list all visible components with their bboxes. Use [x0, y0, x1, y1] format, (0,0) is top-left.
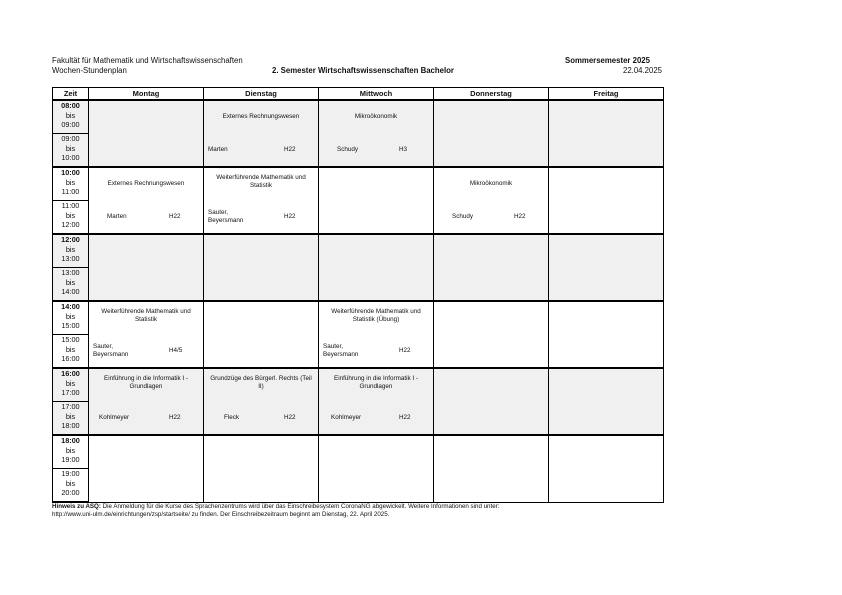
slot-fri-18 — [549, 435, 664, 502]
slot-fri-10 — [549, 167, 664, 234]
course-block[interactable] — [434, 168, 548, 233]
time-slot: 14:00 bis 15:00 — [53, 301, 89, 335]
slot-tue-16 — [204, 368, 319, 435]
asq-notice — [52, 503, 499, 519]
col-header-tuesday: Dienstag — [204, 88, 319, 101]
course-lecturer: Kohlmeyer — [331, 414, 362, 421]
course-title: Externes Rechnungswesen — [222, 113, 300, 120]
semester-label: Sommersemester 2025 — [565, 56, 650, 65]
time-slot: 13:00 bis 14:00 — [53, 268, 89, 302]
course-lecturer: Sauter, Beyersmann — [93, 343, 129, 358]
time-slot: 10:00 bis 11:00 — [53, 167, 89, 201]
col-header-friday: Freitag — [549, 88, 664, 101]
col-header-time: Zeit — [53, 88, 89, 101]
slot-mon-16 — [89, 368, 204, 435]
course-title: Mikroökonomik — [354, 113, 398, 120]
course-room: H22 — [514, 213, 526, 220]
course-lecturer: Sauter, Beyersmann — [323, 343, 359, 358]
slot-tue-08 — [204, 100, 319, 167]
slot-tue-12 — [204, 234, 319, 301]
time-slot: 09:00 bis 10:00 — [53, 134, 89, 168]
course-title: Externes Rechnungswesen — [107, 180, 185, 187]
slot-thu-10 — [434, 167, 549, 234]
slot-tue-18 — [204, 435, 319, 502]
course-room: H4/5 — [169, 347, 183, 354]
course-room: H22 — [169, 414, 181, 421]
slot-thu-14 — [434, 301, 549, 368]
slot-thu-18 — [434, 435, 549, 502]
time-slot: 18:00 bis 19:00 — [53, 435, 89, 469]
slot-mon-10 — [89, 167, 204, 234]
col-header-wednesday: Mittwoch — [319, 88, 434, 101]
course-title: Einführung in die Informatik I - Grundlagen — [334, 375, 418, 390]
table-row — [53, 435, 664, 469]
course-block[interactable] — [204, 101, 318, 166]
slot-wed-12 — [319, 234, 434, 301]
course-room: H22 — [399, 414, 411, 421]
course-lecturer: Sauter, Beyersmann — [208, 209, 244, 224]
time-slot: 17:00 bis 18:00 — [53, 402, 89, 436]
slot-thu-16 — [434, 368, 549, 435]
course-block[interactable] — [204, 168, 318, 233]
course-lecturer: Kohlmeyer — [99, 414, 130, 421]
course-title: Einführung in die Informatik I - Grundlagen — [104, 375, 188, 390]
slot-thu-08 — [434, 100, 549, 167]
slot-wed-18 — [319, 435, 434, 502]
table-row — [53, 368, 664, 402]
col-header-monday: Montag — [89, 88, 204, 101]
course-room: H22 — [284, 146, 296, 153]
time-slot: 08:00 bis 09:00 — [53, 100, 89, 134]
document-type: Wochen-Stundenplan — [52, 66, 127, 75]
slot-thu-12 — [434, 234, 549, 301]
timetable — [52, 87, 664, 503]
course-block[interactable] — [89, 168, 203, 233]
course-lecturer: Schudy — [337, 146, 359, 153]
course-block[interactable] — [204, 369, 318, 434]
slot-mon-14 — [89, 301, 204, 368]
slot-wed-16 — [319, 368, 434, 435]
slot-tue-10 — [204, 167, 319, 234]
course-lecturer: Fleck — [224, 414, 240, 421]
course-title: Grundzüge des Bürgerl. Rechts (Teil II) — [210, 375, 312, 390]
time-slot: 16:00 bis 17:00 — [53, 368, 89, 402]
course-title: Mikroökonomik — [469, 180, 513, 187]
header-row — [53, 88, 664, 101]
course-lecturer: Schudy — [452, 213, 474, 220]
course-room: H22 — [284, 213, 296, 220]
course-block[interactable] — [319, 369, 433, 434]
course-title: Weiterführende Mathematik und Statistik — [216, 174, 306, 189]
time-slot: 12:00 bis 13:00 — [53, 234, 89, 268]
course-title: Weiterführende Mathematik und Statistik (Übung) — [331, 308, 421, 323]
notice-text-line2: http://www.uni-ulm.de/einrichtungen/zsp/startseite/ zu finden. Der Einschreibezeitraum beginnt am Dienstag, 22. April 2025. — [52, 511, 390, 519]
slot-fri-16 — [549, 368, 664, 435]
slot-mon-12 — [89, 234, 204, 301]
table-row — [53, 100, 664, 134]
course-room: H22 — [399, 347, 411, 354]
table-row — [53, 234, 664, 268]
col-header-thursday: Donnerstag — [434, 88, 549, 101]
time-slot: 19:00 bis 20:00 — [53, 469, 89, 503]
program-title: 2. Semester Wirtschaftswissenschaften Bachelor — [272, 66, 454, 75]
course-block[interactable] — [319, 302, 433, 367]
course-room: H22 — [284, 414, 296, 421]
slot-mon-18 — [89, 435, 204, 502]
slot-wed-08 — [319, 100, 434, 167]
slot-mon-08 — [89, 100, 204, 167]
notice-text-line1: Die Anmeldung für die Kurse des Sprachenzentrums wird über das Einschreibesystem CoronaNG abgewickelt. Weitere Informationen sind unter: — [102, 503, 500, 510]
slot-wed-10 — [319, 167, 434, 234]
course-block[interactable] — [89, 302, 203, 367]
slot-fri-08 — [549, 100, 664, 167]
time-slot: 15:00 bis 16:00 — [53, 335, 89, 369]
course-room: H3 — [399, 146, 408, 153]
print-date: 22.04.2025 — [623, 66, 663, 75]
slot-wed-14 — [319, 301, 434, 368]
course-block[interactable] — [319, 101, 433, 166]
course-lecturer: Marten — [208, 146, 228, 153]
notice-label: Hinweis zu ASQ: — [52, 503, 101, 510]
course-block[interactable] — [89, 369, 203, 434]
slot-fri-12 — [549, 234, 664, 301]
course-lecturer: Marten — [107, 213, 127, 220]
slot-fri-14 — [549, 301, 664, 368]
course-room: H22 — [169, 213, 181, 220]
table-row — [53, 301, 664, 335]
course-title: Weiterführende Mathematik und Statistik — [101, 308, 191, 323]
time-slot: 11:00 bis 12:00 — [53, 201, 89, 235]
faculty-name: Fakultät für Mathematik und Wirtschaftswissenschaften — [52, 56, 243, 65]
table-row — [53, 167, 664, 201]
slot-tue-14 — [204, 301, 319, 368]
